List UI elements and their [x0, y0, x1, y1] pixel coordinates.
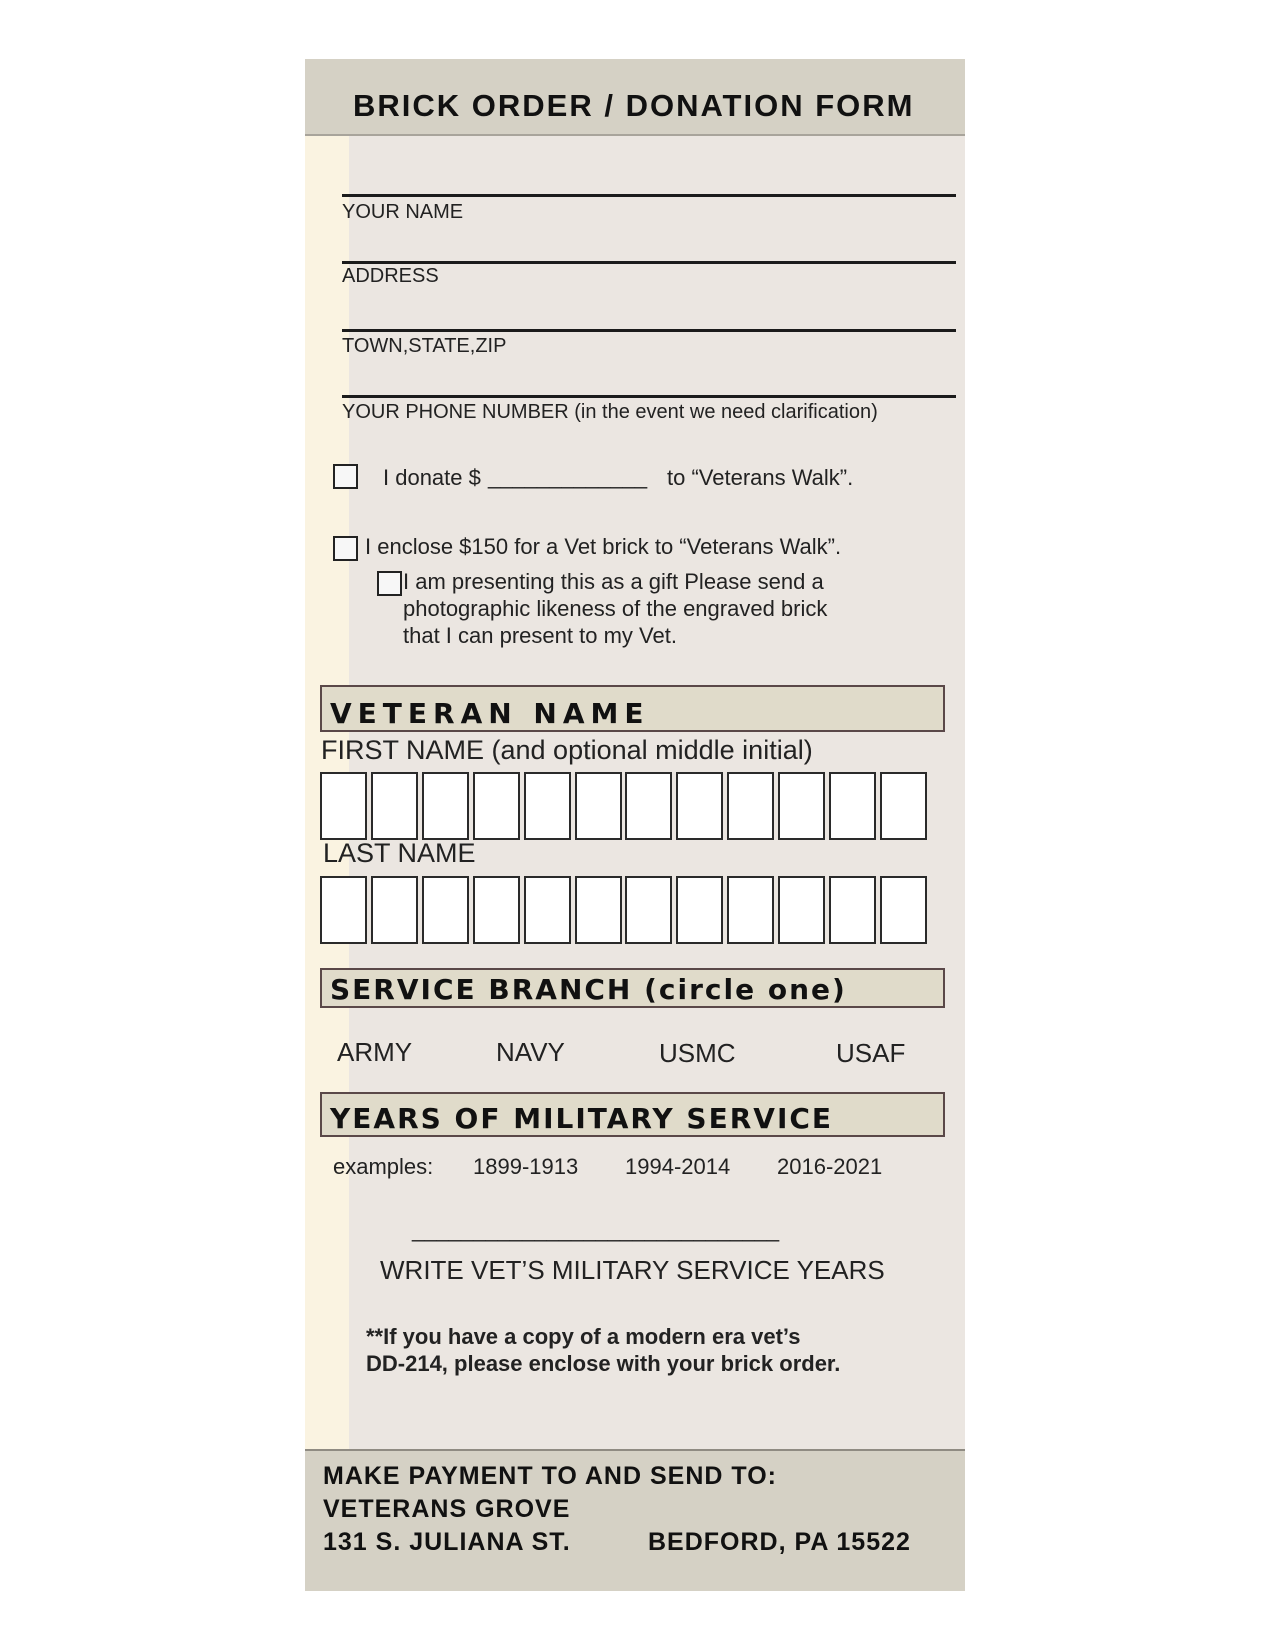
donate-label-suffix: to “Veterans Walk”.: [667, 465, 854, 490]
gift-label-line-2: photographic likeness of the engraved brick: [403, 596, 828, 621]
veteran-name-section-header: [320, 685, 945, 732]
last-name-letter-box[interactable]: [575, 876, 622, 944]
donate-label-prefix: I donate $: [383, 465, 481, 490]
payee-city-state-zip: BEDFORD, PA 15522: [648, 1528, 911, 1556]
first-name-letter-box[interactable]: [625, 772, 672, 840]
first-name-letter-box[interactable]: [422, 772, 469, 840]
first-name-letter-box[interactable]: [371, 772, 418, 840]
veteran-name-section-title: VETERAN NAME: [330, 697, 650, 730]
example-years-1: 1899-1913: [473, 1154, 579, 1179]
branch-option-usmc[interactable]: USMC: [659, 1038, 736, 1068]
town-state-zip-field-label: TOWN,STATE,ZIP: [342, 335, 507, 357]
dd214-note-line-1: **If you have a copy of a modern era vet’s: [366, 1324, 801, 1349]
payee-street: 131 S. JULIANA ST.: [323, 1528, 571, 1556]
name-field-label: YOUR NAME: [342, 201, 464, 223]
last-name-letter-box[interactable]: [473, 876, 520, 944]
last-name-letter-box[interactable]: [524, 876, 571, 944]
donate-checkbox[interactable]: [333, 464, 358, 489]
enclose-brick-checkbox[interactable]: [333, 536, 358, 561]
service-branch-section-header: [320, 968, 945, 1008]
service-branch-section-title: SERVICE BRANCH (circle one): [330, 973, 847, 1006]
last-name-letter-box[interactable]: [880, 876, 927, 944]
last-name-letter-box[interactable]: [371, 876, 418, 944]
last-name-letter-box[interactable]: [778, 876, 825, 944]
last-name-letter-box[interactable]: [676, 876, 723, 944]
years-of-service-section-title: YEARS OF MILITARY SERVICE: [330, 1102, 834, 1135]
service-years-write-label: WRITE VET’S MILITARY SERVICE YEARS: [380, 1255, 885, 1285]
service-years-write-line[interactable]: ______________________________: [412, 1217, 780, 1242]
brick-order-form: [305, 59, 965, 1591]
first-name-letter-box[interactable]: [575, 772, 622, 840]
gift-label-line-3: that I can present to my Vet.: [403, 623, 677, 648]
gift-checkbox[interactable]: [377, 571, 402, 596]
last-name-letter-box[interactable]: [727, 876, 774, 944]
first-name-letter-box[interactable]: [727, 772, 774, 840]
dd214-note-line-2: DD-214, please enclose with your brick order.: [366, 1351, 841, 1376]
phone-field-line[interactable]: [342, 395, 956, 398]
address-field-line[interactable]: [342, 261, 956, 264]
last-name-letter-boxes: [320, 876, 950, 944]
payment-footer: [305, 1449, 965, 1591]
last-name-letter-box[interactable]: [320, 876, 367, 944]
payment-instruction: MAKE PAYMENT TO AND SEND TO:: [323, 1462, 777, 1490]
first-name-letter-box[interactable]: [676, 772, 723, 840]
branch-option-usaf[interactable]: USAF: [836, 1038, 906, 1068]
years-of-service-section-header: [320, 1092, 945, 1137]
branch-option-army[interactable]: ARMY: [337, 1037, 413, 1067]
name-field-line[interactable]: [342, 194, 956, 197]
first-name-letter-box[interactable]: [524, 772, 571, 840]
first-name-letter-box[interactable]: [880, 772, 927, 840]
last-name-label: LAST NAME: [323, 838, 476, 868]
form-title: BRICK ORDER / DONATION FORM: [353, 88, 915, 123]
enclose-brick-label: I enclose $150 for a Vet brick to “Veterans Walk”.: [365, 534, 842, 559]
example-years-2: 1994-2014: [625, 1154, 731, 1179]
first-name-letter-box[interactable]: [829, 772, 876, 840]
first-name-letter-box[interactable]: [320, 772, 367, 840]
first-name-letter-box[interactable]: [473, 772, 520, 840]
first-name-label: FIRST NAME (and optional middle initial): [321, 735, 813, 765]
examples-label: examples:: [333, 1154, 434, 1179]
gift-label-line-1: I am presenting this as a gift Please send a: [403, 569, 824, 594]
payee-name: VETERANS GROVE: [323, 1495, 571, 1523]
town-state-zip-field-line[interactable]: [342, 329, 956, 332]
last-name-letter-box[interactable]: [625, 876, 672, 944]
form-header: [305, 59, 965, 136]
branch-option-navy[interactable]: NAVY: [496, 1037, 565, 1067]
first-name-letter-box[interactable]: [778, 772, 825, 840]
donate-amount-field[interactable]: _____________: [488, 464, 648, 489]
phone-field-label: YOUR PHONE NUMBER (in the event we need clarification): [342, 401, 878, 423]
address-field-label: ADDRESS: [342, 265, 439, 287]
last-name-letter-box[interactable]: [829, 876, 876, 944]
first-name-letter-boxes: [320, 772, 950, 840]
example-years-3: 2016-2021: [777, 1154, 883, 1179]
last-name-letter-box[interactable]: [422, 876, 469, 944]
